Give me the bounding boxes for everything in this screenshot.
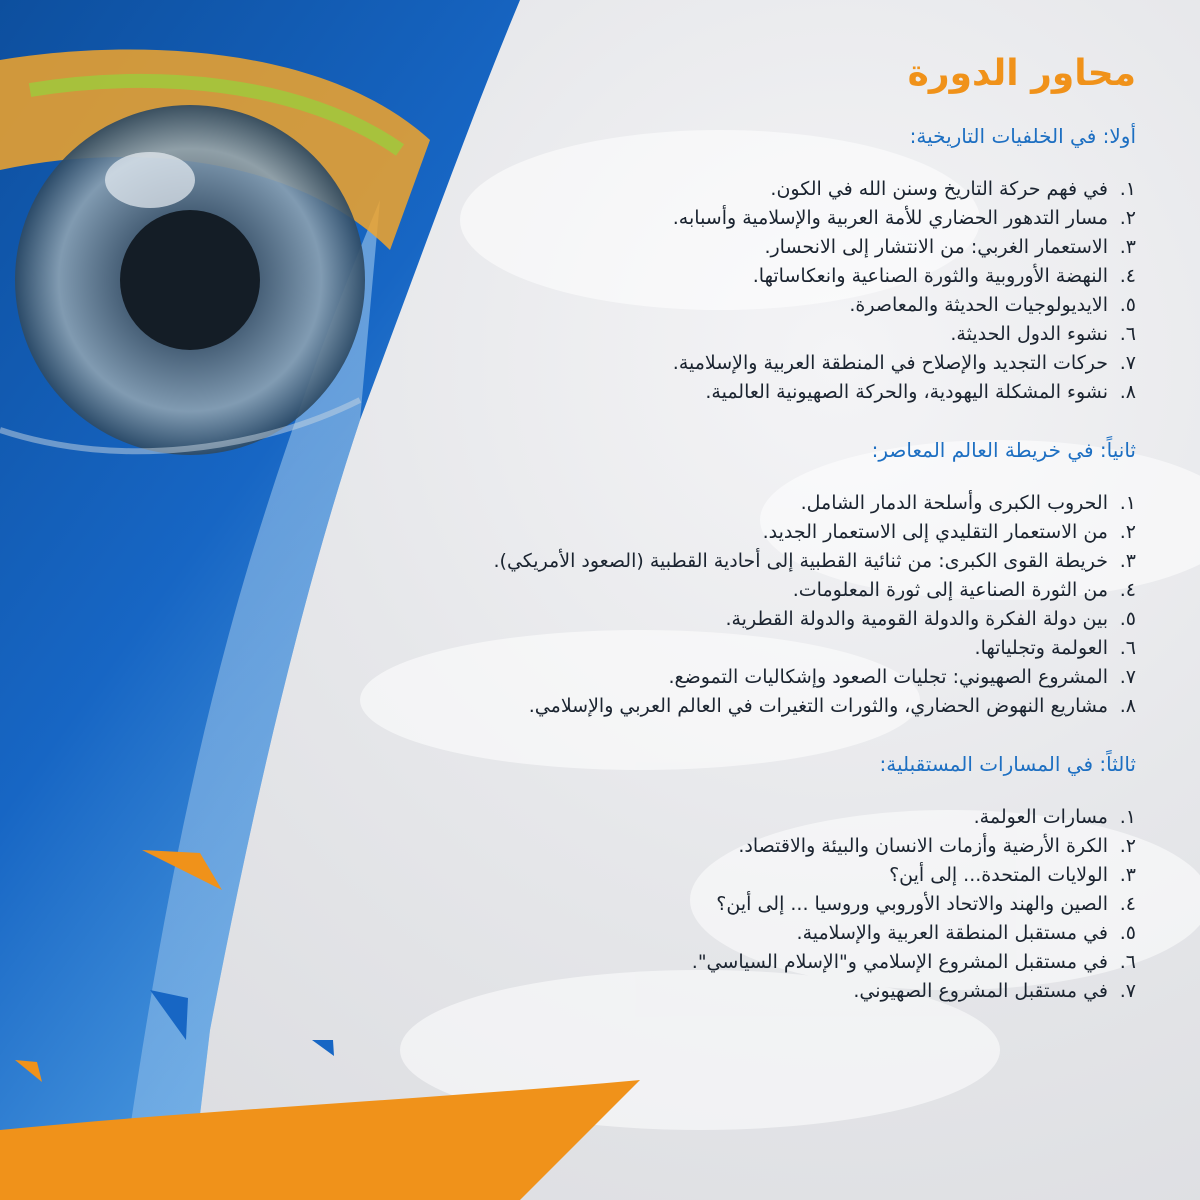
- item-number: ١.: [1119, 178, 1136, 201]
- item-number: ٣.: [1119, 236, 1136, 259]
- item-number: ١.: [1119, 492, 1136, 515]
- list-item: [136, 204, 1136, 233]
- section-contemporary-world-map: [136, 437, 1136, 721]
- list-item: [136, 576, 1136, 605]
- item-number: ٧.: [1119, 352, 1136, 375]
- item-text: الصين والهند والاتحاد الأوروبي وروسيا ... إلى أين؟: [716, 893, 1108, 916]
- list-item: [136, 518, 1136, 547]
- section-list: [136, 489, 1136, 721]
- item-text: الولايات المتحدة... إلى أين؟: [889, 864, 1108, 887]
- list-item: [136, 919, 1136, 948]
- list-item: [136, 663, 1136, 692]
- item-text: بين دولة الفكرة والدولة القومية والدولة القطرية.: [725, 608, 1108, 631]
- item-text: نشوء الدول الحديثة.: [950, 323, 1108, 346]
- item-number: ٢.: [1119, 207, 1136, 230]
- item-text: مسار التدهور الحضاري للأمة العربية والإسلامية وأسبابه.: [672, 207, 1108, 230]
- item-text: نشوء المشكلة اليهودية، والحركة الصهيونية العالمية.: [705, 381, 1108, 404]
- item-text: الاستعمار الغربي: من الانتشار إلى الانحسار.: [764, 236, 1108, 259]
- section-future-paths: [136, 751, 1136, 1006]
- list-item: [136, 605, 1136, 634]
- item-text: الايديولوجيات الحديثة والمعاصرة.: [849, 294, 1108, 317]
- list-item: [136, 832, 1136, 861]
- section-historical-background: [136, 123, 1136, 407]
- item-text: في مستقبل المشروع الإسلامي و"الإسلام السياسي".: [691, 951, 1108, 974]
- item-text: من الاستعمار التقليدي إلى الاستعمار الجديد.: [762, 521, 1108, 544]
- list-item: [136, 890, 1136, 919]
- item-number: ٢.: [1119, 521, 1136, 544]
- item-text: في مستقبل المشروع الصهيوني.: [853, 980, 1108, 1003]
- item-number: ٤.: [1119, 893, 1136, 916]
- list-item: [136, 378, 1136, 407]
- item-number: ٥.: [1119, 608, 1136, 631]
- page-title: محاور الدورة: [907, 53, 1136, 94]
- item-text: في فهم حركة التاريخ وسنن الله في الكون.: [770, 178, 1108, 201]
- section-heading: ثالثاً: في المسارات المستقبلية:: [879, 752, 1136, 777]
- item-number: ٦.: [1119, 637, 1136, 660]
- list-item: [136, 349, 1136, 378]
- list-item: [136, 233, 1136, 262]
- list-item: [136, 634, 1136, 663]
- item-text: خريطة القوى الكبرى: من ثنائية القطبية إلى أحادية القطبية (الصعود الأمريكي).: [493, 550, 1108, 573]
- item-number: ٣.: [1119, 550, 1136, 573]
- list-item: [136, 291, 1136, 320]
- section-heading: أولا: في الخلفيات التاريخية:: [909, 124, 1136, 149]
- blue-triangle-decoration: [312, 1040, 334, 1056]
- list-item: [136, 948, 1136, 977]
- item-text: الكرة الأرضية وأزمات الانسان والبيئة والاقتصاد.: [738, 835, 1108, 858]
- item-number: ١.: [1119, 806, 1136, 829]
- list-item: [136, 692, 1136, 721]
- item-text: مشاريع النهوض الحضاري، والثورات التغيرات في العالم العربي والإسلامي.: [528, 695, 1108, 718]
- section-list: [136, 175, 1136, 407]
- item-text: النهضة الأوروبية والثورة الصناعية وانعكاساتها.: [752, 265, 1108, 288]
- list-item: [136, 803, 1136, 832]
- item-text: المشروع الصهيوني: تجليات الصعود وإشكاليات التموضع.: [668, 666, 1108, 689]
- list-item: [136, 861, 1136, 890]
- item-number: ٣.: [1119, 864, 1136, 887]
- list-item: [136, 977, 1136, 1006]
- item-text: من الثورة الصناعية إلى ثورة المعلومات.: [792, 579, 1108, 602]
- main-content: [136, 52, 1136, 1036]
- item-text: الحروب الكبرى وأسلحة الدمار الشامل.: [800, 492, 1108, 515]
- list-item: [136, 175, 1136, 204]
- section-heading: ثانياً: في خريطة العالم المعاصر:: [871, 438, 1136, 463]
- item-number: ٤.: [1119, 579, 1136, 602]
- section-list: [136, 803, 1136, 1006]
- item-text: مسارات العولمة.: [973, 806, 1108, 829]
- item-number: ٨.: [1119, 695, 1136, 718]
- list-item: [136, 320, 1136, 349]
- item-number: ٧.: [1119, 666, 1136, 689]
- item-number: ٨.: [1119, 381, 1136, 404]
- item-number: ٥.: [1119, 294, 1136, 317]
- item-number: ٦.: [1119, 323, 1136, 346]
- list-item: [136, 489, 1136, 518]
- item-number: ٤.: [1119, 265, 1136, 288]
- item-text: في مستقبل المنطقة العربية والإسلامية.: [796, 922, 1108, 945]
- item-number: ٥.: [1119, 922, 1136, 945]
- list-item: [136, 547, 1136, 576]
- item-text: حركات التجديد والإصلاح في المنطقة العربية والإسلامية.: [672, 352, 1108, 375]
- item-number: ٢.: [1119, 835, 1136, 858]
- item-number: ٦.: [1119, 951, 1136, 974]
- item-number: ٧.: [1119, 980, 1136, 1003]
- item-text: العولمة وتجلياتها.: [974, 637, 1108, 660]
- list-item: [136, 262, 1136, 291]
